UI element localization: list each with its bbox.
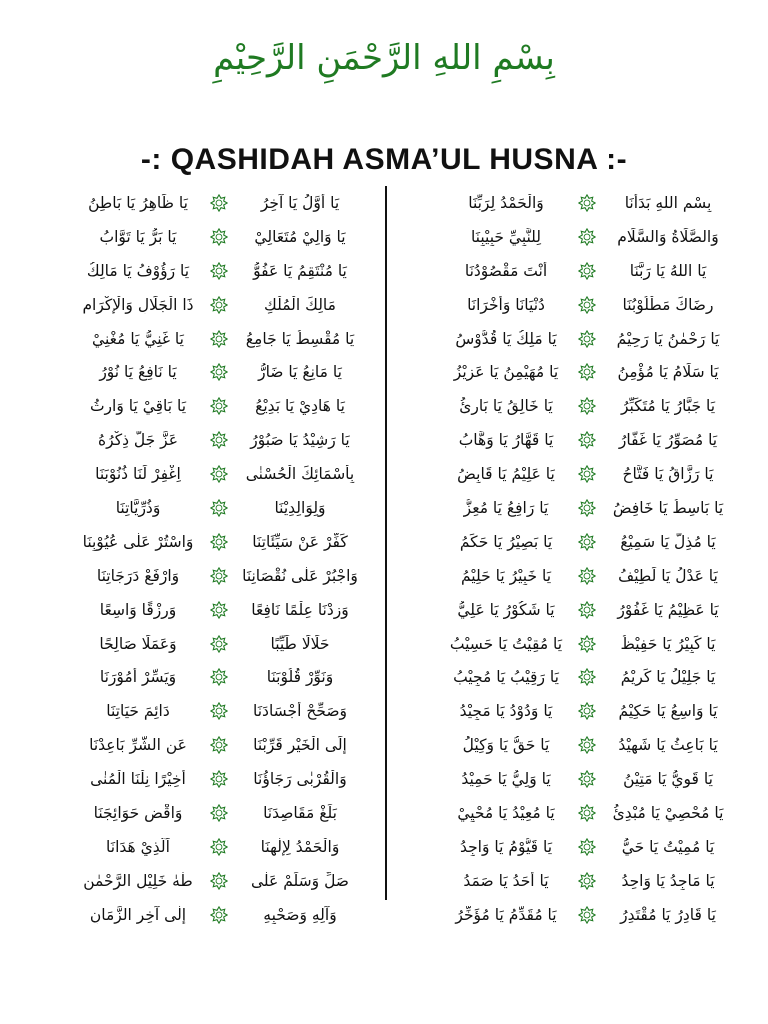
verse-first-half: يَا قَوِيُّ يَا مَتِيْنُ <box>623 770 713 789</box>
verse-first-half: يَا أَوَّلُ يَا آخِرُ <box>260 193 340 212</box>
octagram-star-icon <box>576 635 598 653</box>
verse-first-half: يَا بَاسِطُ يَا خَافِضُ <box>612 498 724 517</box>
octagram-star-icon <box>208 262 230 280</box>
octagram-star-icon <box>576 330 598 348</box>
verse-row <box>40 898 370 932</box>
verse-first-half: يَا جَلِيْلُ يَا كَرِيْمُ <box>620 668 716 687</box>
verse-row <box>408 796 738 830</box>
octagram-star-icon <box>576 702 598 720</box>
octagram-star-icon <box>576 296 598 314</box>
verse-first-half: يَا هَادِيْ يَا بَدِيْعُ <box>255 397 345 416</box>
octagram-star-icon <box>576 804 598 822</box>
octagram-star-icon <box>576 770 598 788</box>
verse-first-half: يَا سَلَامُ يَا مُؤْمِنُ <box>617 363 719 382</box>
verse-second-half: يَا خَالِقُ يَا بَارِئُ <box>459 397 553 416</box>
verse-second-half: يَا وَلِيُّ يَا حَمِيْدُ <box>461 770 551 789</box>
verse-second-half: يَا ظَاهِرُ يَا بَاطِنُ <box>88 193 188 212</box>
octagram-star-icon <box>208 363 230 381</box>
verse-second-half: يَا مُهَيْمِنُ يَا عَزِيْزُ <box>453 363 559 382</box>
verse-row <box>408 322 738 356</box>
octagram-star-icon <box>576 668 598 686</box>
verse-row <box>40 660 370 694</box>
verse-first-half: يَا عَدْلُ يَا لَطِيْفُ <box>618 566 718 585</box>
verse-second-half: وَذُرِّيَّاتِنَا <box>115 498 161 517</box>
verse-row <box>408 355 738 389</box>
verse-second-half: يَا رَقِيْبُ يَا مُجِيْبُ <box>453 668 559 687</box>
verse-second-half: وَعَمَلًا صَالِحًا <box>99 634 177 653</box>
verse-row <box>40 593 370 627</box>
verse-second-half: يَا رَافِعُ يَا مُعِزُّ <box>463 498 549 517</box>
verse-first-half: وَآلِهِ وَصَحْبِهِ <box>263 905 337 924</box>
verse-row <box>40 491 370 525</box>
verse-row <box>408 457 738 491</box>
verse-first-half: يَا قَادِرُ يَا مُقْتَدِرُ <box>620 905 716 924</box>
verse-first-half: يَا عَظِيْمُ يَا غَفُوْرُ <box>617 600 719 619</box>
verse-first-half: وَالصَّلَاةُ وَالسَّلَام <box>617 227 719 246</box>
octagram-star-icon <box>208 601 230 619</box>
octagram-star-icon <box>208 736 230 754</box>
column-divider <box>385 186 387 900</box>
verse-first-half: يَا مُمِيْتُ يَا حَيُّ <box>621 837 715 856</box>
octagram-star-icon <box>576 262 598 280</box>
page-title: -: QASHIDAH ASMA’UL HUSNA :- <box>140 143 628 176</box>
verse-row <box>40 389 370 423</box>
verse-first-half: رِضَاكَ مَطْلُوْبُنَا <box>622 295 714 314</box>
verse-row <box>408 830 738 864</box>
verse-row <box>40 355 370 389</box>
octagram-star-icon <box>208 296 230 314</box>
verse-first-half: يَا رَزَّاقُ يَا فَتَّاحُ <box>622 465 714 484</box>
verse-second-half: طٰهٰ خَلِيْلِ الرَّحْمٰنِ <box>83 871 193 890</box>
verse-second-half: وَارْفَعْ دَرَجَاتِنَا <box>96 566 180 585</box>
verse-row <box>408 762 738 796</box>
verse-first-half: يَا مَانِعُ يَا ضَارُّ <box>258 363 342 382</box>
verse-row <box>408 864 738 898</box>
verse-second-half: يَا قَيُّوْمُ يَا وَاجِدُ <box>459 837 553 856</box>
verse-first-half: حَلَالًا طَيِّبًا <box>270 634 330 653</box>
verse-row <box>408 694 738 728</box>
verse-first-half: يَا مُنْتَقِمُ يَا عَفُوُّ <box>253 261 347 280</box>
verse-row <box>40 220 370 254</box>
octagram-star-icon <box>576 906 598 924</box>
verse-row <box>408 491 738 525</box>
verse-second-half: يَا بَرُّ يَا تَوَّابُ <box>99 227 177 246</box>
verse-first-half: وَصَحِّحْ أَجْسَادَنَا <box>253 702 347 721</box>
octagram-star-icon <box>576 465 598 483</box>
octagram-star-icon <box>576 228 598 246</box>
verse-row <box>408 559 738 593</box>
verse-row <box>40 796 370 830</box>
verse-second-half: يَا مُعِيْدُ يَا مُحْيِيْ <box>457 803 555 822</box>
verse-row <box>40 288 370 322</box>
verse-first-half: وَلِوَالِدِيْنَا <box>274 498 326 517</box>
verse-second-half: يَا حَقُّ يَا وَكِيْلُ <box>462 736 550 755</box>
verse-second-half: وَرِزْقًا وَاسِعًا <box>99 600 177 619</box>
verse-first-half: يَا وَالِيْ مُتَعَالِيْ <box>254 227 346 246</box>
verse-row <box>408 660 738 694</box>
octagram-star-icon <box>576 499 598 517</box>
octagram-star-icon <box>208 499 230 517</box>
octagram-star-icon <box>576 194 598 212</box>
verse-row <box>40 864 370 898</box>
verse-row <box>40 627 370 661</box>
verse-row <box>40 728 370 762</box>
verse-first-half: وَالْحَمْدُ لِإِلٰهِنَا <box>260 837 340 856</box>
verse-row <box>40 525 370 559</box>
verse-first-half: يَا مُحْصِيْ يَا مُبْدِئُ <box>612 803 724 822</box>
verse-row <box>408 593 738 627</box>
verse-second-half: يَا شَكُوْرُ يَا عَلِيُّ <box>457 600 555 619</box>
verse-first-half: يَا رَشِيْدُ يَا صَبُوْرُ <box>250 431 350 450</box>
octagram-star-icon <box>208 465 230 483</box>
octagram-star-icon <box>576 736 598 754</box>
verse-second-half: أَخِيْرًا نِلْنَا الْمُنٰى <box>90 770 186 789</box>
octagram-star-icon <box>576 601 598 619</box>
verse-second-half: وَاقْضِ حَوَائِجَنَا <box>93 803 183 822</box>
octagram-star-icon <box>208 872 230 890</box>
octagram-star-icon <box>576 397 598 415</box>
octagram-star-icon <box>208 330 230 348</box>
verse-row <box>40 254 370 288</box>
verse-second-half: دَائِمَ حَيَاتِنَا <box>106 702 170 721</box>
octagram-star-icon <box>208 194 230 212</box>
octagram-star-icon <box>576 533 598 551</box>
verse-second-half: يَا مَلِكُ يَا قُدُّوْسُ <box>455 329 557 348</box>
verse-row <box>408 728 738 762</box>
verse-row <box>40 694 370 728</box>
verse-first-half: يَا كَبِيْرُ يَا حَفِيْظُ <box>620 634 716 653</box>
verse-first-half: يَا بَاعِثُ يَا شَهِيْدُ <box>618 736 718 755</box>
verse-first-half: يَا رَحْمٰنُ يَا رَحِيْمُ <box>616 329 720 348</box>
octagram-star-icon <box>208 906 230 924</box>
verse-row <box>408 525 738 559</box>
right-verse-column <box>408 186 738 932</box>
verse-second-half: عَنِ الشَّرِّ بَاعِدْنَا <box>89 736 187 755</box>
verse-first-half: وَنَوِّرْ قُلُوْبَنَا <box>266 668 334 687</box>
verse-second-half: يَا وَدُوْدُ يَا مَجِيْدُ <box>459 702 553 721</box>
verse-second-half: وَالْحَمْدُ لِرَبِّنَا <box>468 193 544 212</box>
octagram-star-icon <box>576 567 598 585</box>
verse-second-half: وَيَسِّرْ أُمُوْرَنَا <box>99 668 177 687</box>
octagram-star-icon <box>576 363 598 381</box>
octagram-star-icon <box>576 872 598 890</box>
verse-second-half: دُنْيَانَا وَأُخْرَانَا <box>467 295 545 314</box>
octagram-star-icon <box>576 431 598 449</box>
verse-second-half: يَا بَصِيْرُ يَا حَكَمُ <box>459 532 553 551</box>
verse-first-half: مَالِكَ الْمُلْكِ <box>264 295 336 314</box>
verse-row <box>40 186 370 220</box>
verse-first-half: يَا مُقْسِطُ يَا جَامِعُ <box>245 329 355 348</box>
verse-row <box>408 254 738 288</box>
verse-first-half: صَلِّ وَسَلِّمْ عَلٰى <box>251 871 349 890</box>
verse-row <box>408 389 738 423</box>
verse-second-half: يَا بَاقِيْ يَا وَارِثُ <box>89 397 187 416</box>
verse-row <box>40 762 370 796</box>
verse-second-half: اَلَّذِيْ هَدَانَا <box>106 837 170 856</box>
verse-second-half: يَا عَلِيْمُ يَا قَابِضُ <box>457 465 555 484</box>
octagram-star-icon <box>208 770 230 788</box>
verse-first-half: وَالْقُرْبٰى رَجَاؤُنَا <box>253 770 347 789</box>
verse-row <box>40 457 370 491</box>
verse-first-half: إِلَى الْخَيْرِ قَرِّبْنَا <box>253 736 347 755</box>
verse-first-half: يَا مَاجِدُ يَا وَاحِدُ <box>621 871 715 890</box>
verse-first-half: بِأَسْمَائِكَ الْحُسْنٰى <box>245 465 355 484</box>
verse-first-half: يَا وَاسِعُ يَا حَكِيْمُ <box>618 702 718 721</box>
verse-first-half: يَا اللهُ يَا رَبَّنَا <box>629 261 707 280</box>
verse-row <box>40 423 370 457</box>
bismillah-calligraphy: بِسْمِ اللهِ الرَّحْمَنِ الرَّحِيْمِ <box>213 38 555 78</box>
verse-first-half: وَاجْبُرْ عَلٰى نُقْصَانِنَا <box>242 566 358 585</box>
verse-row <box>408 627 738 661</box>
octagram-star-icon <box>208 804 230 822</box>
verse-second-half: يَا مُقَدِّمُ يَا مُؤَخِّرُ <box>455 905 557 924</box>
verse-first-half: بَلِّغْ مَقَاصِدَنَا <box>263 803 337 822</box>
verse-row <box>408 220 738 254</box>
octagram-star-icon <box>208 668 230 686</box>
octagram-star-icon <box>208 702 230 720</box>
verse-first-half: يَا مُذِلُّ يَا سَمِيْعُ <box>620 532 716 551</box>
verse-second-half: يَا أَحَدُ يَا صَمَدُ <box>463 871 549 890</box>
verse-second-half: يَا رَؤُوْفُ يَا مَالِكُ <box>86 261 190 280</box>
verse-first-half: كَفِّرْ عَنْ سَيِّئَاتِنَا <box>252 532 348 551</box>
verse-row <box>408 898 738 932</box>
verse-second-half: وَاسْتُرْ عَلٰى عُيُوْبِنَا <box>82 532 194 551</box>
verse-second-half: لِلنَّبِيِّ حَبِيْبِنَا <box>470 227 542 246</box>
verse-first-half: يَا مُصَوِّرُ يَا غَفَّارُ <box>618 431 718 450</box>
verse-second-half: إِلٰى آخِرِ الزَّمَانِ <box>89 905 187 924</box>
verse-row <box>408 186 738 220</box>
octagram-star-icon <box>208 397 230 415</box>
verse-second-half: يَا نَافِعُ يَا نُوْرُ <box>99 363 177 382</box>
left-verse-column <box>40 186 370 932</box>
verse-first-half: وَزِدْنَا عِلْمًا نَافِعًا <box>251 600 349 619</box>
verse-first-half: بِسْمِ اللهِ بَدَأْنَا <box>624 193 712 212</box>
verse-second-half: يَا خَبِيْرُ يَا حَلِيْمُ <box>460 566 552 585</box>
octagram-star-icon <box>208 567 230 585</box>
verse-row <box>40 830 370 864</box>
verse-second-half: أَنْتَ مَقْصُوْدُنَا <box>464 261 548 280</box>
verse-row <box>408 288 738 322</box>
octagram-star-icon <box>208 533 230 551</box>
verse-first-half: يَا جَبَّارُ يَا مُتَكَبِّرُ <box>620 397 716 416</box>
octagram-star-icon <box>208 635 230 653</box>
octagram-star-icon <box>208 228 230 246</box>
verse-second-half: يَا مُقِيْتُ يَا حَسِيْبُ <box>449 634 563 653</box>
verse-second-half: يَا قَهَّارُ يَا وَهَّابُ <box>458 431 554 450</box>
octagram-star-icon <box>576 838 598 856</box>
verse-second-half: ذَا الْجَلَالِ وَالْإِكْرَام <box>82 295 194 314</box>
octagram-star-icon <box>208 838 230 856</box>
verse-second-half: اِغْفِرْ لَنَا ذُنُوْبَنَا <box>95 465 181 484</box>
verse-second-half: عَزَّ جَلَّ ذِكْرُهُ <box>98 431 178 450</box>
verse-row <box>40 559 370 593</box>
octagram-star-icon <box>208 431 230 449</box>
verse-row <box>408 423 738 457</box>
verse-row <box>40 322 370 356</box>
verse-second-half: يَا غَنِيُّ يَا مُغْنِيْ <box>92 329 184 348</box>
